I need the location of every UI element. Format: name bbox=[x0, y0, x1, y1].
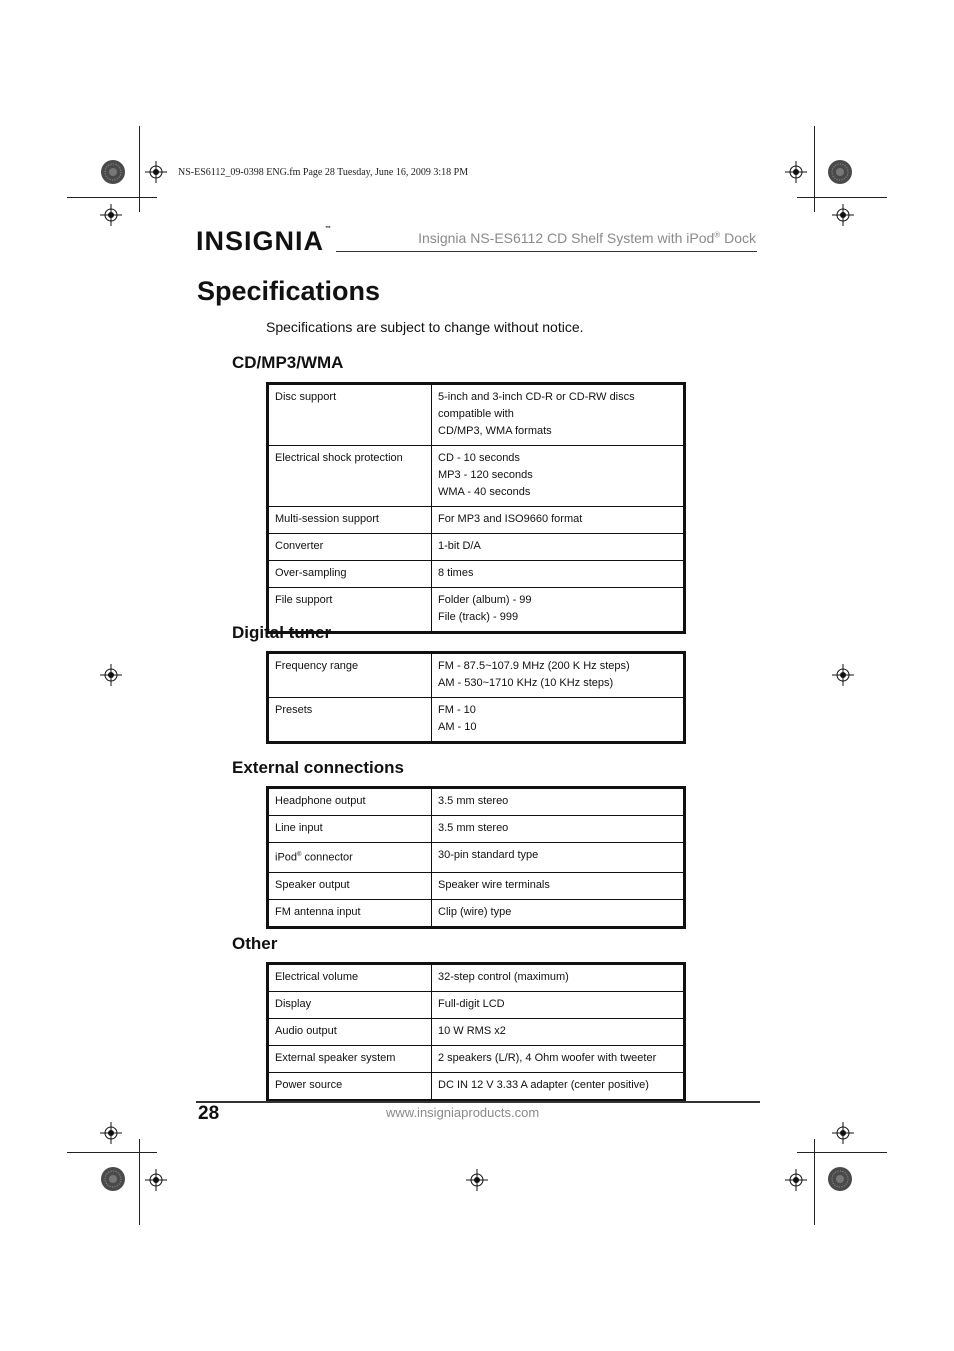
registration-mark-icon bbox=[785, 1169, 807, 1191]
spec-value: FM - 10 AM - 10 bbox=[432, 698, 685, 743]
running-header bbox=[418, 230, 756, 246]
registration-mark-icon bbox=[832, 1122, 854, 1144]
spec-key: Converter bbox=[268, 534, 432, 561]
spec-value: 8 times bbox=[432, 561, 685, 588]
footer-rule bbox=[196, 1101, 760, 1103]
section-heading-other: Other bbox=[232, 934, 278, 953]
spec-key: Presets bbox=[268, 698, 432, 743]
spec-key: External speaker system bbox=[268, 1046, 432, 1073]
color-bar-target-icon bbox=[100, 159, 126, 185]
spec-value: 32-step control (maximum) bbox=[432, 964, 685, 992]
color-bar-target-icon bbox=[827, 159, 853, 185]
registration-mark-icon bbox=[145, 161, 167, 183]
table-row bbox=[268, 534, 685, 561]
spec-key: Disc support bbox=[268, 384, 432, 446]
spec-key: Headphone output bbox=[268, 788, 432, 816]
spec-value: 1-bit D/A bbox=[432, 534, 685, 561]
spec-value: 3.5 mm stereo bbox=[432, 788, 685, 816]
registration-mark-icon bbox=[832, 664, 854, 686]
spec-value: Full-digit LCD bbox=[432, 992, 685, 1019]
registration-mark-icon bbox=[100, 204, 122, 226]
color-bar-target-icon bbox=[827, 1166, 853, 1192]
running-header-title: Insignia NS-ES6112 CD Shelf System with iPod bbox=[418, 230, 715, 246]
spec-key: Electrical shock protection bbox=[268, 446, 432, 507]
registration-mark-icon bbox=[100, 664, 122, 686]
spec-value: 3.5 mm stereo bbox=[432, 816, 685, 843]
registered-mark: ® bbox=[714, 230, 721, 240]
table-row bbox=[268, 1073, 685, 1101]
running-header-suffix: Dock bbox=[720, 230, 756, 246]
spec-key: File support bbox=[268, 588, 432, 633]
spec-value: 10 W RMS x2 bbox=[432, 1019, 685, 1046]
spec-key: Multi-session support bbox=[268, 507, 432, 534]
section-heading-external: External connections bbox=[232, 758, 404, 777]
spec-value: Folder (album) - 99 File (track) - 999 bbox=[432, 588, 685, 633]
registration-mark-icon bbox=[145, 1169, 167, 1191]
table-row bbox=[268, 964, 685, 992]
spec-value: Speaker wire terminals bbox=[432, 872, 685, 899]
spec-value: 30-pin standard type bbox=[432, 843, 685, 873]
table-row bbox=[268, 843, 685, 873]
spec-value: DC IN 12 V 3.33 A adapter (center positive) bbox=[432, 1073, 685, 1101]
spec-table-other bbox=[266, 962, 686, 1102]
table-row bbox=[268, 653, 685, 698]
logo-trademark: ™ bbox=[325, 226, 333, 232]
insignia-logo bbox=[196, 226, 332, 257]
spec-value: For MP3 and ISO9660 format bbox=[432, 507, 685, 534]
table-row bbox=[268, 561, 685, 588]
printer-slug: NS-ES6112_09-0398 ENG.fm Page 28 Tuesday, June 16, 2009 3:18 PM bbox=[178, 167, 469, 178]
spec-key: Display bbox=[268, 992, 432, 1019]
spec-value: Clip (wire) type bbox=[432, 899, 685, 927]
page-number: 28 bbox=[198, 1103, 220, 1124]
spec-key: Frequency range bbox=[268, 653, 432, 698]
table-row bbox=[268, 788, 685, 816]
header-rule bbox=[336, 251, 757, 252]
table-row bbox=[268, 698, 685, 743]
registration-mark-icon bbox=[785, 161, 807, 183]
color-bar-target-icon bbox=[100, 1166, 126, 1192]
spec-key: FM antenna input bbox=[268, 899, 432, 927]
spec-key: Audio output bbox=[268, 1019, 432, 1046]
table-row bbox=[268, 446, 685, 507]
intro-text: Specifications are subject to change without notice. bbox=[266, 319, 584, 335]
registration-mark-icon bbox=[466, 1169, 488, 1191]
spec-key: Power source bbox=[268, 1073, 432, 1101]
logo-text: INSIGNIA bbox=[196, 226, 325, 256]
spec-key: iPod® connector bbox=[268, 843, 432, 873]
table-row bbox=[268, 507, 685, 534]
section-heading-tuner: Digital tuner bbox=[232, 623, 332, 642]
spec-table-tuner bbox=[266, 651, 686, 744]
registration-mark-icon bbox=[100, 1122, 122, 1144]
spec-key: Over-sampling bbox=[268, 561, 432, 588]
spec-value: FM - 87.5~107.9 MHz (200 K Hz steps) AM - 530~1710 KHz (10 KHz steps) bbox=[432, 653, 685, 698]
table-row bbox=[268, 1019, 685, 1046]
spec-table-external bbox=[266, 786, 686, 929]
spec-value: CD - 10 seconds MP3 - 120 seconds WMA - 40 seconds bbox=[432, 446, 685, 507]
table-row bbox=[268, 816, 685, 843]
spec-value: 5-inch and 3-inch CD-R or CD-RW discs compatible with CD/MP3, WMA formats bbox=[432, 384, 685, 446]
registration-mark-icon bbox=[832, 204, 854, 226]
table-row bbox=[268, 384, 685, 446]
table-row bbox=[268, 899, 685, 927]
spec-key: Electrical volume bbox=[268, 964, 432, 992]
section-heading-cd: CD/MP3/WMA bbox=[232, 353, 344, 372]
table-row bbox=[268, 992, 685, 1019]
spec-key: Line input bbox=[268, 816, 432, 843]
page-title: Specifications bbox=[197, 276, 381, 306]
spec-key: Speaker output bbox=[268, 872, 432, 899]
table-row bbox=[268, 1046, 685, 1073]
spec-table-cd bbox=[266, 382, 686, 634]
table-row bbox=[268, 872, 685, 899]
spec-value: 2 speakers (L/R), 4 Ohm woofer with tweeter bbox=[432, 1046, 685, 1073]
footer-url: www.insigniaproducts.com bbox=[386, 1105, 540, 1120]
